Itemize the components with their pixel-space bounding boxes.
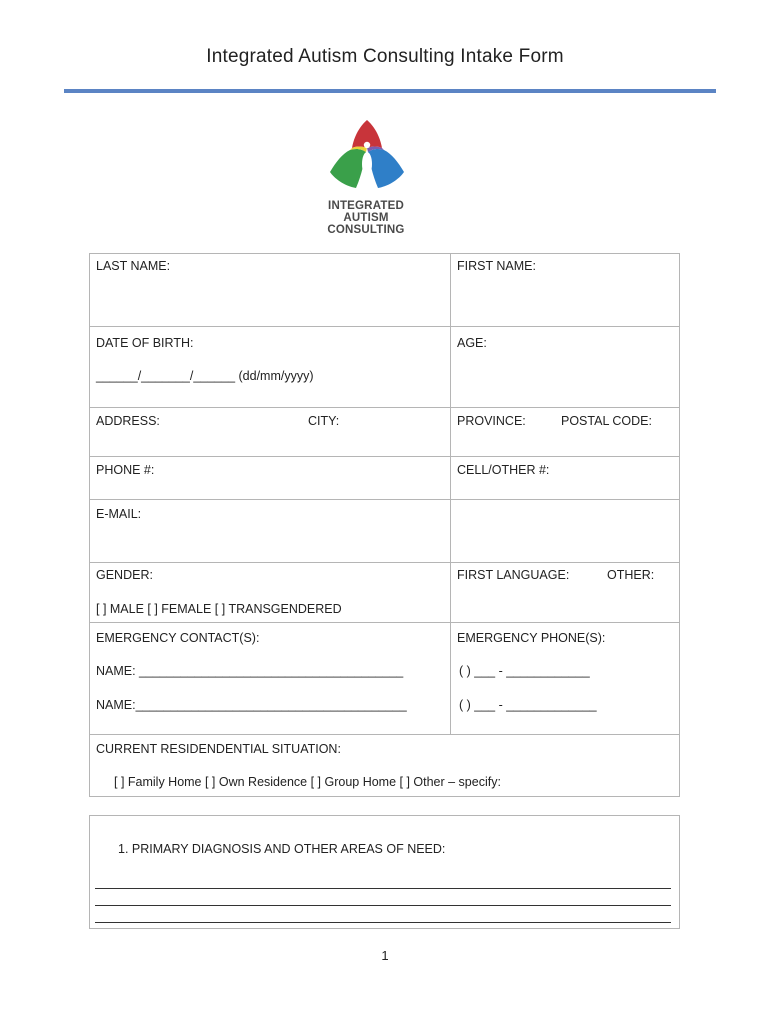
phone-label: PHONE #: xyxy=(96,463,155,477)
address-label: ADDRESS: xyxy=(96,414,160,428)
dob-format-field[interactable]: ______/_______/______ (dd/mm/yyyy) xyxy=(96,369,314,383)
logo-emblem-icon xyxy=(326,118,408,194)
primary-diagnosis-section xyxy=(89,815,680,929)
emergency-phone-1-field[interactable]: ( ) ___ - ____________ xyxy=(459,664,590,678)
postal-code-label: POSTAL CODE: xyxy=(561,414,652,428)
emergency-contacts-label: EMERGENCY CONTACT(S): xyxy=(96,631,260,645)
email-label: E-MAIL: xyxy=(96,507,142,521)
emergency-phone-2-field[interactable]: ( ) ___ - _____________ xyxy=(459,698,597,712)
primary-diagnosis-heading: 1. PRIMARY DIAGNOSIS AND OTHER AREAS OF NEED: xyxy=(118,842,446,856)
age-label: AGE: xyxy=(457,336,487,350)
gender-label: GENDER: xyxy=(96,568,153,582)
title-divider xyxy=(64,89,716,93)
city-label: CITY: xyxy=(308,414,340,428)
diagnosis-line-2[interactable] xyxy=(95,905,671,906)
date-of-birth-label: DATE OF BIRTH: xyxy=(96,336,194,350)
first-language-label: FIRST LANGUAGE: xyxy=(457,568,570,582)
emergency-name-2-field[interactable]: NAME:_______________________________________ xyxy=(96,698,407,712)
province-label: PROVINCE: xyxy=(457,414,526,428)
emergency-phones-label: EMERGENCY PHONE(S): xyxy=(457,631,606,645)
cell-other-label: CELL/OTHER #: xyxy=(457,463,550,477)
diagnosis-line-1[interactable] xyxy=(95,888,671,889)
residential-options[interactable]: [ ] Family Home [ ] Own Residence [ ] Group Home [ ] Other – specify: xyxy=(114,775,501,789)
first-name-label: FIRST NAME: xyxy=(457,259,536,273)
other-language-label: OTHER: xyxy=(607,568,655,582)
page-number: 1 xyxy=(381,948,389,963)
logo-wordmark: INTEGRATED AUTISM CONSULTING xyxy=(327,200,405,236)
residential-situation-label: CURRENT RESIDENDENTIAL SITUATION: xyxy=(96,742,341,756)
page-title: Integrated Autism Consulting Intake Form xyxy=(206,46,564,67)
diagnosis-line-3[interactable] xyxy=(95,922,671,923)
intake-info-table xyxy=(89,253,680,797)
gender-options[interactable]: [ ] MALE [ ] FEMALE [ ] TRANSGENDERED xyxy=(96,602,342,616)
logo xyxy=(318,118,414,240)
emergency-name-1-field[interactable]: NAME: ______________________________________ xyxy=(96,664,404,678)
last-name-label: LAST NAME: xyxy=(96,259,171,273)
